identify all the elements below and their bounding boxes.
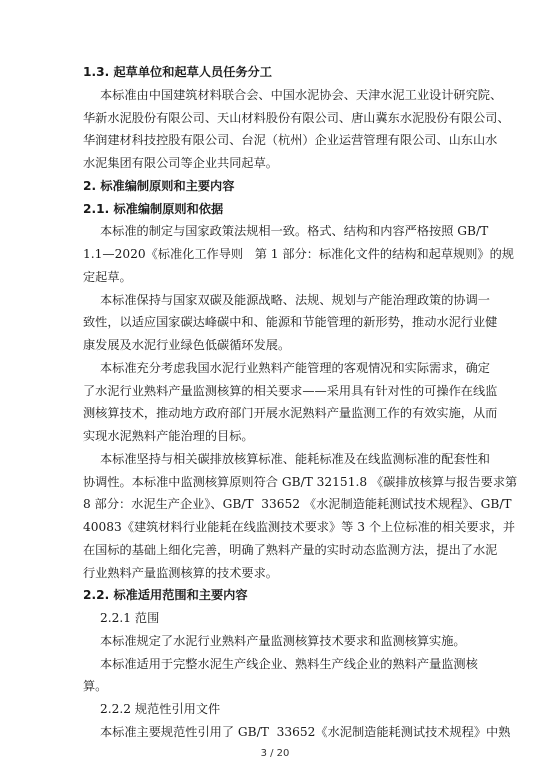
paragraph-line: 定起草。 [83,270,132,284]
paragraph-line: 40083《建筑材料行业能耗在线监测技术要求》等 3 个上位标准的相关要求，并 [83,520,516,534]
paragraph-line: 华润建材科技控股有限公司、台泥（杭州）企业运营管理有限公司、山东山水 [83,133,498,147]
paragraph-line: 8 部分：水泥生产企业》、GB/T 33652 《水泥制造能耗测试技术规程》、GB/T [83,497,512,511]
paragraph-line: 本标准适用于完整水泥生产线企业、熟料生产线企业的熟料产量监测核 [100,657,478,671]
subsection-heading: 2.2.1 范围 [100,611,160,625]
paragraph-line: 本标准由中国建筑材料联合会、中国水泥协会、天津水泥工业设计研究院、 [100,88,503,102]
paragraph-line: 本标准规定了水泥行业熟料产量监测核算技术要求和监测核算实施。 [100,634,466,648]
paragraph-line: 本标准主要规范性引用了 GB/T 33652《水泥制造能耗测试技术规程》中熟 [100,725,511,739]
paragraph-line: 行业熟料产量监测核算的技术要求。 [83,566,278,580]
paragraph-line: 水泥集团有限公司等企业共同起草。 [83,156,278,170]
paragraph-line: 康发展及水泥行业绿色低碳循环发展。 [83,338,291,352]
page-number: 3 / 20 [260,748,290,759]
section-heading: 2.2. 标准适用范围和主要内容 [83,588,248,602]
paragraph-line: 本标准的制定与国家政策法规相一致。格式、结构和内容严格按照 GB/T [100,224,489,238]
paragraph-line: 本标准保持与国家双碳及能源战略、法规、规划与产能治理政策的协调一 [100,293,490,307]
section-heading: 2. 标准编制原则和主要内容 [83,179,235,193]
paragraph-line: 了水泥行业熟料产量监测核算的相关要求——采用具有针对性的可操作在线监 [83,384,498,398]
paragraph-line: 实现水泥熟料产能治理的目标。 [83,429,254,443]
section-heading: 1.3. 起草单位和起草人员任务分工 [83,65,272,79]
subsection-heading: 2.2.2 规范性引用文件 [100,702,221,716]
paragraph-line: 算。 [83,679,108,693]
paragraph-line: 协调性。本标准中监测核算原则符合 GB/T 32151.8 《碳排放核算与报告要求第 [83,475,518,489]
paragraph-line: 测核算技术，推动地方政府部门开展水泥熟料产量监测工作的有效实施，从而 [83,406,498,420]
paragraph-line: 本标准坚持与相关碳排放核算标准、能耗标准及在线监测标准的配套性和 [100,452,490,466]
paragraph-line: 本标准充分考虑我国水泥行业熟料产能管理的客观情况和实际需求，确定 [100,361,490,375]
paragraph-line: 1.1—2020《标准化工作导则 第 1 部分：标准化文件的结构和起草规则》的规 [83,247,514,261]
paragraph-line: 华新水泥股份有限公司、天山材料股份有限公司、唐山冀东水泥股份有限公司、 [83,111,510,125]
section-heading: 2.1. 标准编制原则和依据 [83,202,224,216]
paragraph-line: 致性，以适应国家碳达峰碳中和、能源和节能管理的新形势，推动水泥行业健 [83,315,498,329]
paragraph-line: 在国标的基础上细化完善，明确了熟料产量的实时动态监测方法，提出了水泥 [83,543,498,557]
